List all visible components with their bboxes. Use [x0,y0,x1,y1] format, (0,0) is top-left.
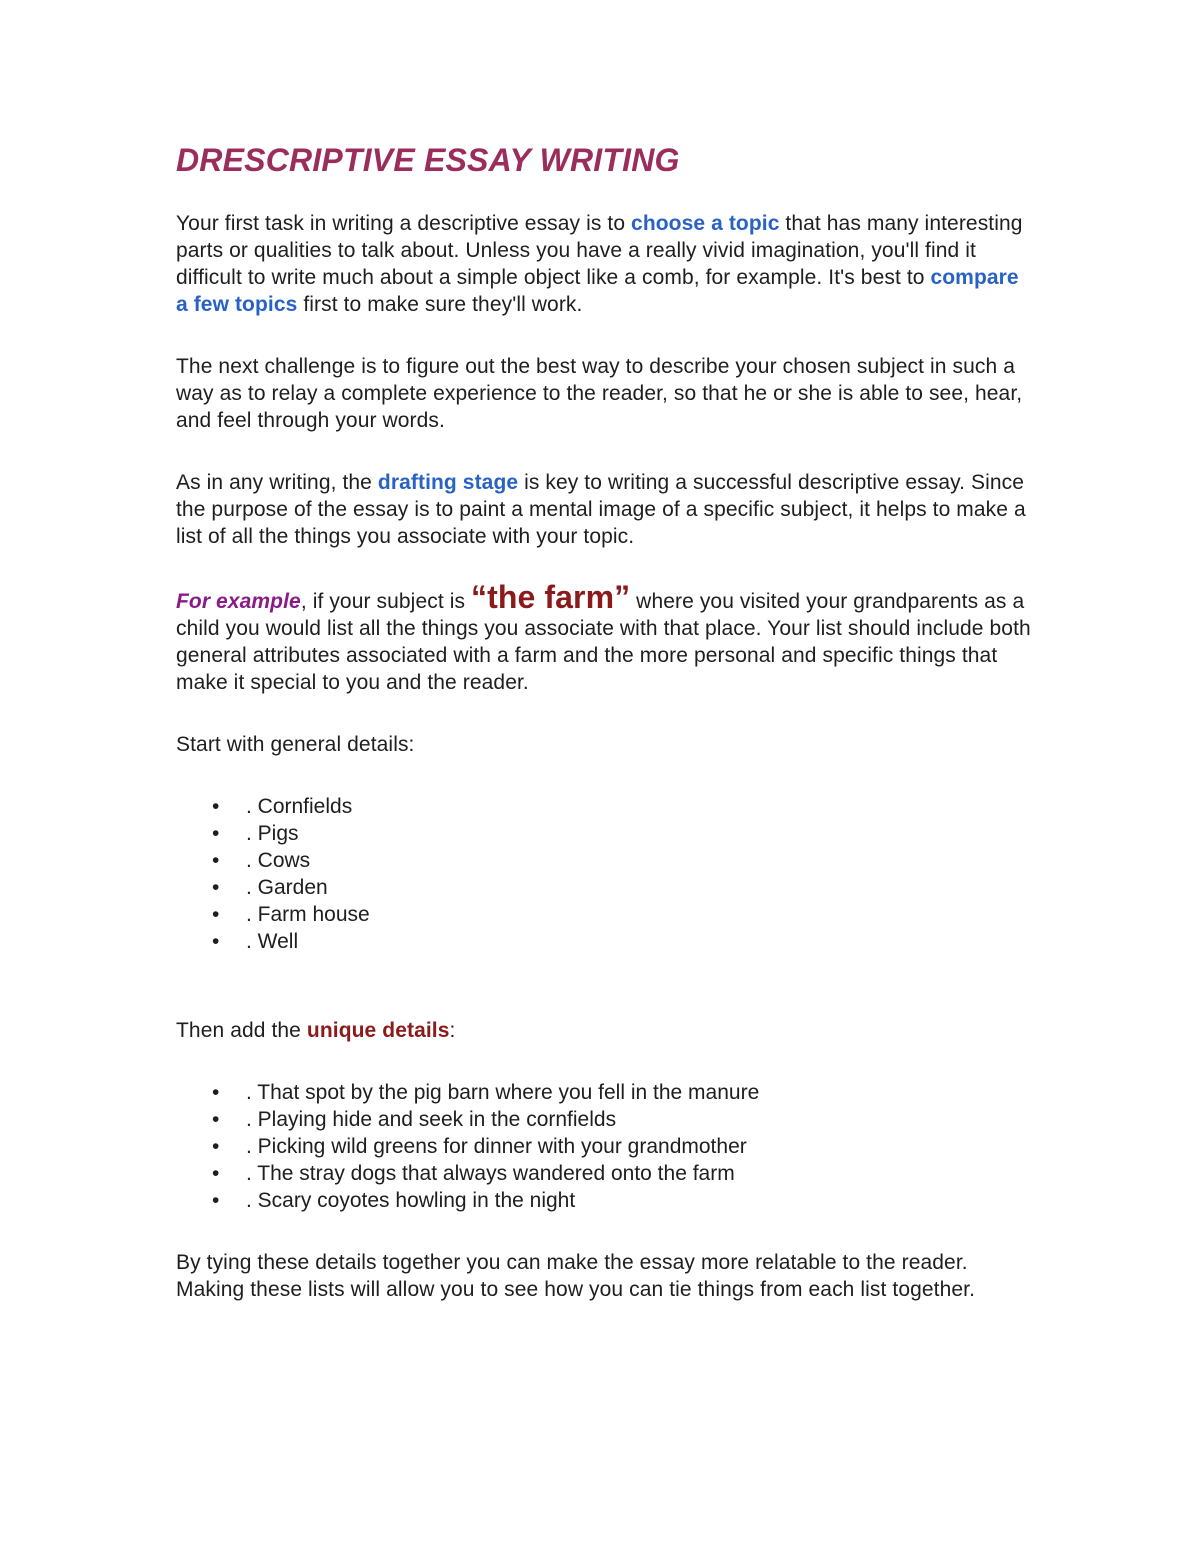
general-details-list [176,793,1036,955]
paragraph-text: Then add the [176,1019,307,1042]
paragraph-text: where you visited your grandparents as a child you would list all the things you associate with that place. Your list should include both general attributes associated with a farm and the more personal and specific things that make it special to you and the reader. [176,590,1031,694]
paragraph-text: : [449,1019,456,1042]
drafting-stage-link[interactable]: drafting stage [377,471,519,494]
list-item: • . Playing hide and seek in the cornfields [176,1106,1036,1133]
list-item: • . Cornfields [176,793,1036,820]
list-item: • . Scary coyotes howling in the night [176,1187,1036,1214]
list-item: • . Garden [176,874,1036,901]
document-title: DRESCRIPTIVE ESSAY WRITING [176,142,680,178]
document-page [176,140,1036,1303]
list-item: • . That spot by the pig barn where you fell in the manure [176,1079,1036,1106]
list-item: • . Farm house [176,901,1036,928]
for-example-label: For example [176,590,301,613]
list-item: • . Pigs [176,820,1036,847]
paragraph-text: , if your subject is [300,590,471,613]
paragraph-text: As in any writing, the [176,471,378,494]
list-item: • . Cows [176,847,1036,874]
list-item: • . The stray dogs that always wandered onto the farm [176,1160,1036,1187]
list-item: • . Well [176,928,1036,955]
paragraph-example [176,579,1036,696]
paragraph-topic [176,210,1036,318]
paragraph-drafting [176,469,1036,550]
compare-topics-link[interactable]: compare a few topics [176,266,1019,316]
unique-details-list [176,1079,1036,1214]
unique-details-label: unique details [306,1019,450,1042]
paragraph-text: is key to writing a successful descriptive essay. Since the purpose of the essay is to paint a mental image of a specific subject, it helps to make a list of all the things you associate with your topic. [176,471,1026,548]
paragraph-text: Your first task in writing a descriptive essay is to [176,212,632,235]
paragraph-challenge: The next challenge is to figure out the best way to describe your chosen subject in such a way as to relay a complete experience to the reader, so that he or she is able to see, hear, and feel through your words. [176,355,1023,432]
general-details-intro: Start with general details: [176,733,415,756]
list-item: • . Picking wild greens for dinner with your grandmother [176,1133,1036,1160]
paragraph-text: that has many interesting parts or qualities to talk about. Unless you have a really vivid imagination, you'll find it difficult to write much about a simple object like a comb, for example. It's best to [176,212,1023,289]
the-farm-highlight: “the farm” [471,579,631,615]
unique-details-intro [176,1017,1036,1044]
paragraph-text: first to make sure they'll work. [297,293,583,316]
choose-topic-link[interactable]: choose a topic [631,212,780,235]
paragraph-conclusion: By tying these details together you can make the essay more relatable to the reader. Making these lists will allow you to see how you can tie things from each list together. [176,1251,976,1301]
